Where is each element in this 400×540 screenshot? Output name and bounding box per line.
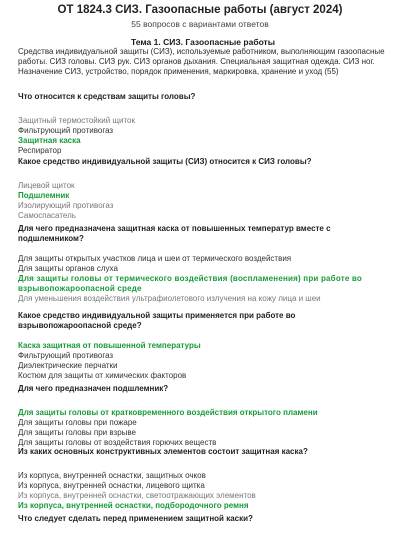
question-block: [18, 157, 390, 221]
answer-option: Для защиты головы от воздействия горючих веществ: [18, 438, 217, 447]
question-text: Какое средство индивидуальной защиты (СИЗ) относится к СИЗ головы?: [18, 157, 312, 166]
document-title: ОТ 1824.3 СИЗ. Газоопасные работы (август 2024): [57, 4, 343, 16]
question-text: Какое средство индивидуальной защиты применяется при работе во взрывопожароопасной среде?: [18, 311, 296, 330]
question-block: [18, 311, 390, 381]
answer-option: Респиратор: [18, 146, 62, 155]
document-header: [0, 0, 400, 29]
answer-option-correct: Подшлемник: [18, 191, 70, 200]
topic-description: Средства индивидуальной защиты (СИЗ), используемые работником, выполняющим газоопасные работы. СИЗ головы. СИЗ рук. СИЗ органов дыхания. Специальная защитная одежда. СИЗ ног. Назначение СИЗ, устройство, порядок применения, маркировка, хранение и уход (55): [18, 47, 385, 76]
question-text: Что следует сделать перед применением защитной каски?: [18, 514, 253, 523]
answer-option: Для защиты открытых участков лица и шеи от термического воздействия: [18, 254, 292, 263]
answer-option: Из корпуса, внутренней оснастки, светоотражающих элементов: [18, 491, 256, 500]
answer-option: Из корпуса, внутренней оснастки, защитных очков: [18, 471, 206, 480]
question-text: Что относится к средствам защиты головы?: [18, 92, 196, 101]
answer-option: Диэлектрические перчатки: [18, 361, 118, 370]
topic-section: [18, 37, 388, 77]
document-subtitle: 55 вопросов с вариантами ответов: [131, 19, 269, 29]
answer-option: Из корпуса, внутренней оснастки, лицевого щитка: [18, 481, 205, 490]
answer-option: Самоспасатель: [18, 211, 76, 220]
answer-option-correct: Для защиты головы от термического воздействия (воспламенения) при работе во взрывопожароопасной среде: [18, 274, 362, 293]
answer-option: Изолирующий противогаз: [18, 201, 114, 210]
answer-option: Костюм для защиты от химических факторов: [18, 371, 187, 380]
question-block: [18, 514, 390, 538]
question-block: [18, 447, 390, 511]
question-block: [18, 384, 390, 448]
question-text: Для чего предназначен подшлемник?: [18, 384, 169, 393]
answer-option: Для защиты органов слуха: [18, 264, 118, 273]
question-block: [18, 92, 390, 156]
topic-title: Тема 1. СИЗ. Газоопасные работы: [131, 37, 275, 47]
answer-option: Фильтрующий противогаз: [18, 351, 114, 360]
answer-option: Для уменьшения воздействия ультрафиолетового излучения на кожу лица и шеи: [18, 294, 321, 303]
question-block: [18, 224, 390, 304]
answer-option-correct: Из корпуса, внутренней оснастки, подбородочного ремня: [18, 501, 249, 510]
answer-option: Лицевой щиток: [18, 181, 75, 190]
answer-option: Фильтрующий противогаз: [18, 126, 114, 135]
answer-option-correct: Для защиты головы от кратковременного воздействия открытого пламени: [18, 408, 318, 417]
question-text: Из каких основных конструктивных элементов состоит защитная каска?: [18, 447, 308, 456]
answer-option-correct: Защитная каска: [18, 136, 81, 145]
answer-option: Для защиты головы при пожаре: [18, 418, 137, 427]
answer-option-correct: Каска защитная от повышенной температуры: [18, 341, 201, 350]
question-text: Для чего предназначена защитная каска от повышенных температур вместе с подшлемником?: [18, 224, 331, 243]
answer-option: Защитный термостойкий щиток: [18, 116, 136, 125]
answer-option: Для защиты головы при взрыве: [18, 428, 136, 437]
